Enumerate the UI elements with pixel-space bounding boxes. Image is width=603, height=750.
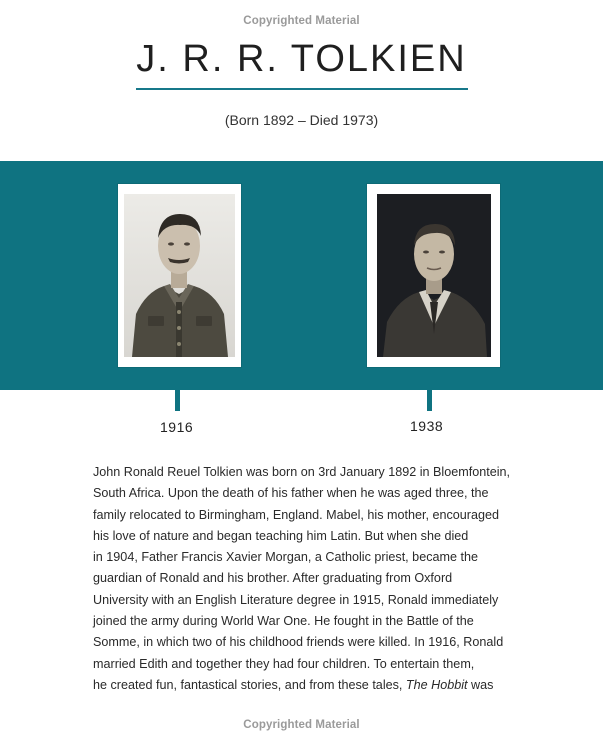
biography-paragraph xyxy=(93,462,533,696)
body-line-last-suffix: was xyxy=(467,677,494,692)
body-line-last xyxy=(93,675,533,696)
body-line: John Ronald Reuel Tolkien was born on 3rd January 1892 in Bloemfontein, xyxy=(93,465,511,479)
timeline-tick-1916 xyxy=(175,390,180,411)
book-title-the-hobbit: The Hobbit xyxy=(405,677,468,692)
page-title: J. R. R. TOLKIEN xyxy=(136,38,467,80)
body-line: in 1904, Father Francis Xavier Morgan, a Catholic priest, became the xyxy=(93,550,478,565)
timeline-tick-1938 xyxy=(427,390,432,411)
year-label-1938: 1938 xyxy=(410,418,444,434)
copyright-watermark-bottom: Copyrighted Material xyxy=(243,719,360,731)
title-underline xyxy=(136,88,468,90)
body-line: family relocated to Birmingham, England. Mabel, his mother, encouraged xyxy=(93,507,500,522)
body-line: Somme, in which two of his childhood friends were killed. In 1916, Ronald xyxy=(93,635,504,650)
body-line-last-prefix: he created fun, fantastical stories, and from these tales, xyxy=(93,677,406,692)
photo-1916-frame xyxy=(118,184,241,367)
portrait-1938-image xyxy=(377,194,491,357)
body-line: his love of nature and began teaching him Latin. But when she died xyxy=(93,528,469,543)
body-line: joined the army during World War One. He fought in the Battle of the xyxy=(93,614,474,629)
timeline-band xyxy=(0,161,603,390)
portrait-1916-image xyxy=(124,194,235,357)
year-label-1916: 1916 xyxy=(160,419,194,435)
copyright-watermark-top: Copyrighted Material xyxy=(243,15,360,27)
life-dates: (Born 1892 – Died 1973) xyxy=(224,112,379,128)
photo-1938-frame xyxy=(367,184,500,367)
body-line: South Africa. Upon the death of his father when he was aged three, the xyxy=(93,486,489,501)
body-line: married Edith and together they had four children. To entertain them, xyxy=(93,656,475,671)
body-line: University with an English Literature degree in 1915, Ronald immediately xyxy=(93,592,499,607)
body-line: guardian of Ronald and his brother. After graduating from Oxford xyxy=(93,571,453,586)
